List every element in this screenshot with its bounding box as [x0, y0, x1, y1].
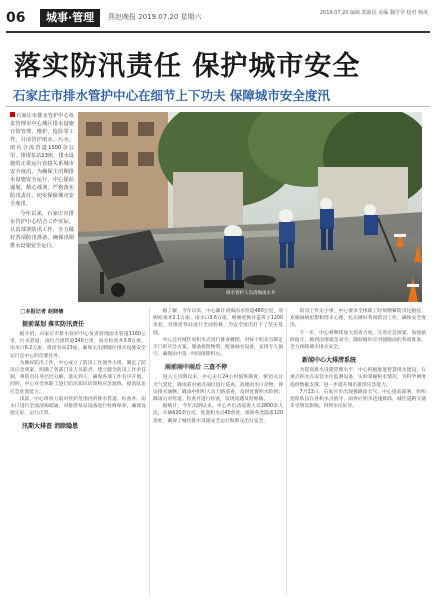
lead-column	[10, 112, 74, 300]
editor-info: 2019.07.20 编辑 郑新民 美编 魏雪莹 校对 杨风	[319, 10, 428, 16]
paragraph: 7月13日，石家庄市出现强降雨天气，中心提前部署，组织抢险队伍在各积水点值守，雨停后积水迅速排除，城区道路交通未受明显影响，得到市民好评。	[290, 389, 426, 410]
paragraph: 据统计，今年汛期以来，中心共出动巡查人员2800余人次，车辆620余台次，处置积水点40余处，排除各类隐患120余处，确保了城区排水设施安全运行和群众出行安全。	[153, 404, 283, 424]
red-square-icon	[10, 112, 15, 117]
paragraph: 据了解，今年以来，中心累计清掏雨水管道480公里，清掏检查井2.1万座、雨水口3.6万座，维修更换井盖箅子1200余套，对排涝泵站进行全面检修，为安全度汛打下了坚实基础。	[153, 309, 283, 336]
section-heading: 新闻中心大排涝系统	[302, 357, 357, 365]
column-divider	[286, 308, 287, 594]
subheadline: 石家庄市排水管护中心在细节上下功夫 保障城市安全度汛	[13, 88, 330, 103]
lead-paragraph-1: 石家庄市排水管护中心负责管理市中心城区排水设施日常管理、维护、抢险等工作，目前管护雨水、污水、雨污合流管道1500余公里，排涝泵站23座，排水设施的正常运行直接关系城市安全度汛。为确保主汛期排水设施安全运行，中心提前谋划，精心部署，严格落实防汛责任，切实保障城市安全度汛。	[10, 113, 74, 207]
article-column-3	[290, 308, 426, 594]
page-header	[0, 0, 436, 30]
paper-info: 燕赵晚报 2019.07.20 星期六	[108, 13, 202, 21]
page-number: 06	[6, 10, 26, 26]
paragraph: 汛前，中心组织力量对管护范围内的排水管道、检查井、雨水口进行全面清掏疏通，对排涝泵站设备进行检修保养，确保设施完好、运行正常。	[10, 396, 146, 417]
paragraph: 防汛工作无小事，中心要求全体职工时刻绷紧防汛这根弦，克服麻痹思想和侥幸心理，扎实做好各项防汛工作，确保安全度汛。	[290, 309, 426, 329]
paragraph: 为做好防汛工作，中心成立了防汛工作领导小组，制定了防汛应急预案，明确了各部门及人员职责，建立健全防汛工作责任制，将防汛任务层层分解，落实到人，确保各项工作有序开展。同时，中心对全体职工进行防汛知识培训和应急演练，提高队伍应急处置能力。	[10, 360, 146, 395]
paragraph: 中心还对城区易积水点进行排查梳理，对每个积水点制定专门的应急方案，储备抢险物资，配备抽水设备，安排专人值守，确保雨中第一时间排除积水。	[153, 337, 283, 358]
section-heading: 提前谋划 落实防汛责任	[22, 321, 85, 328]
paragraph: 下一步，中心将继续加大巡查力度，完善应急预案，加强值班值守，做到雨情就是命令，随时做好应对强降雨的各项准备，全力保障城市排水安全。	[290, 330, 426, 351]
photo-caption: 排水管护人员清掏雨水井	[226, 291, 276, 296]
lead-paragraph-2: 今年以来，石家庄市排水管护中心结合工作实际，认真部署防汛工作，全力做好各项防汛准备，确保汛期排水设施安全运行。	[10, 211, 74, 249]
byline: □本报记者 赵晓楠	[20, 309, 64, 315]
paragraph: 为提高排水设施管理水平，中心积极推进智慧排水建设，在重点积水点安装水位监测设备，实时掌握积水情况，为科学调度提供数据支撑，进一步提升城市排涝应急能力。	[290, 368, 426, 388]
street-scene-image	[78, 112, 422, 302]
paragraph: 进入主汛期以来，中心实行24小时值班制度，密切关注天气变化，降雨前对重点部位进行巡查，清理雨水口杂物，保证排水通畅；降雨中组织人员上路巡查，及时处置积水险情；降雨后对管道、检查井进行检查，发现问题及时维修。	[153, 375, 283, 403]
headline: 落实防汛责任 保护城市安全	[14, 51, 361, 82]
header-rule	[6, 31, 430, 33]
news-photo	[78, 112, 422, 302]
section-label: 城事·管理	[40, 9, 100, 27]
subhead-rule	[6, 106, 430, 107]
section-heading: 汛期大排查 消除隐患	[22, 423, 79, 431]
section-heading: 雨前雨中雨后 三查不停	[165, 364, 228, 372]
paragraph: 据介绍，石家庄市排水管护中心负责管理雨水管道1160公里，污水管道、雨污合流管道340公里，雨水检查井3.8万座，雨水口6.2万座，排涝泵站23座，确保主汛期城区排水设施安全运行是中心的首要任务。	[10, 332, 146, 359]
article-column-2	[153, 308, 283, 594]
column-divider	[149, 308, 150, 594]
article-column-1	[10, 308, 146, 594]
